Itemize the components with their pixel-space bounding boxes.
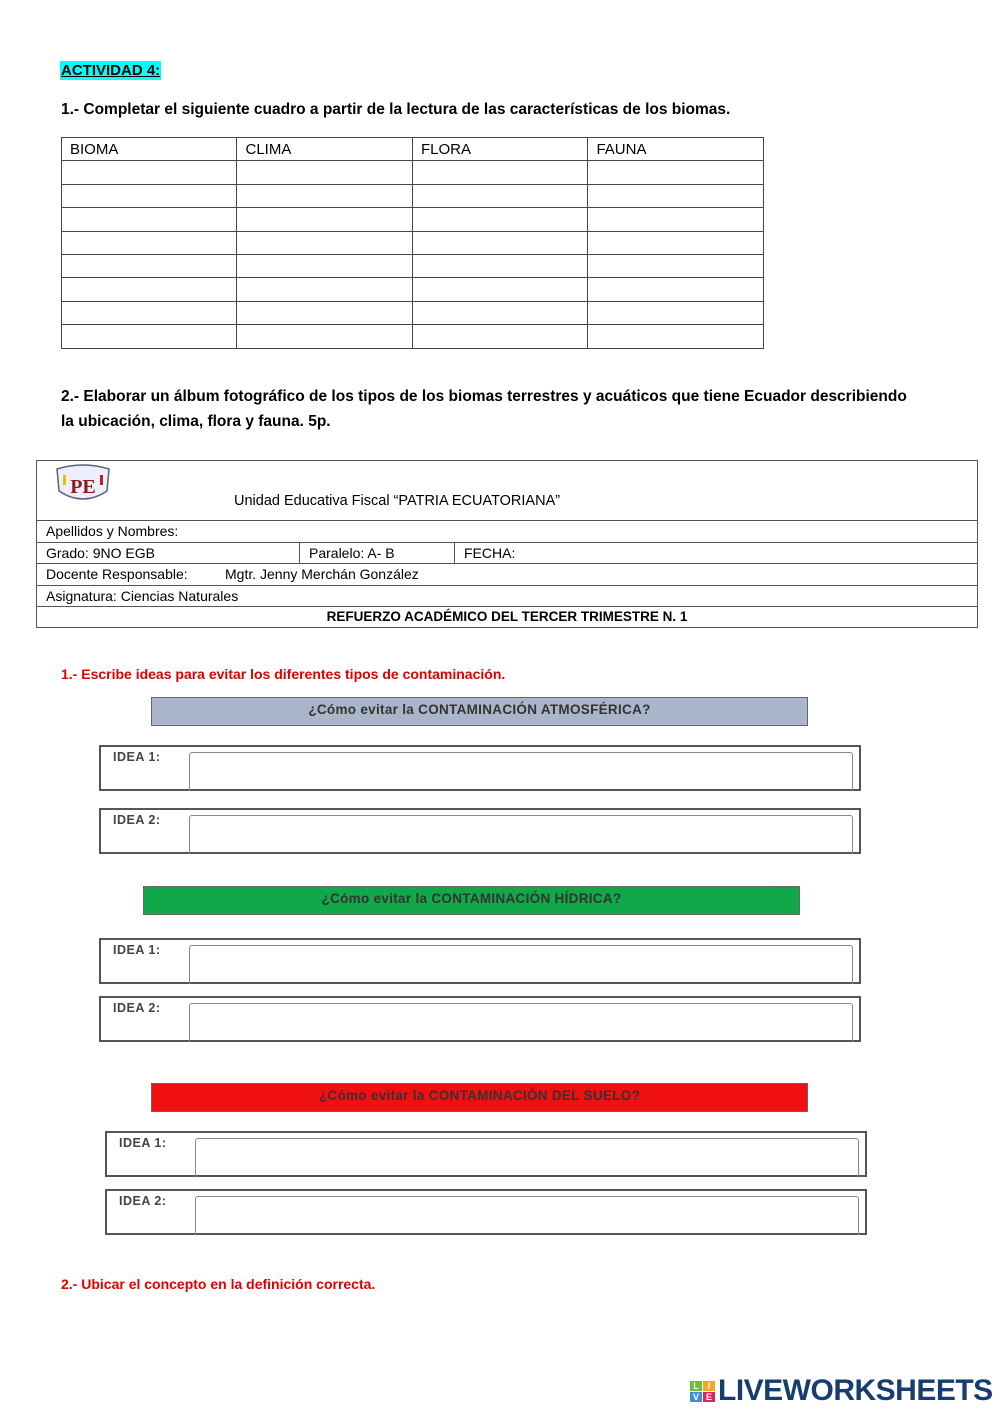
section-banner: ¿Cómo evitar la CONTAMINACIÓN DEL SUELO? — [151, 1083, 808, 1112]
table-cell[interactable] — [62, 301, 237, 324]
subject-row — [37, 585, 977, 606]
table-cell[interactable] — [62, 325, 237, 348]
table-cell[interactable] — [237, 254, 412, 277]
grade-row — [37, 542, 977, 563]
table-cell[interactable] — [237, 208, 412, 231]
idea-label: IDEA 2: — [113, 1001, 161, 1015]
table-cell[interactable] — [412, 301, 588, 324]
table-cell[interactable] — [588, 208, 764, 231]
activity-title: ACTIVIDAD 4: — [61, 62, 161, 79]
table-row — [62, 161, 764, 184]
table-cell[interactable] — [62, 161, 237, 184]
teacher-label: Docente Responsable: — [46, 566, 188, 582]
biome-table — [61, 137, 764, 349]
table-cell[interactable] — [237, 231, 412, 254]
school-logo — [53, 463, 113, 505]
table-header-row — [62, 138, 764, 161]
idea-label: IDEA 2: — [113, 813, 161, 827]
table-cell[interactable] — [237, 278, 412, 301]
table-cell[interactable] — [62, 231, 237, 254]
table-row — [62, 254, 764, 277]
section-banner: ¿Cómo evitar la CONTAMINACIÓN ATMOSFÉRICA? — [151, 697, 808, 726]
teacher-name: Mgtr. Jenny Merchán González — [225, 566, 419, 582]
table-cell[interactable] — [588, 325, 764, 348]
names-field[interactable] — [37, 520, 977, 542]
table-cell[interactable] — [62, 278, 237, 301]
table-row — [62, 278, 764, 301]
idea-input[interactable] — [189, 945, 853, 984]
table-cell[interactable] — [412, 325, 588, 348]
table-cell[interactable] — [588, 231, 764, 254]
idea-input[interactable] — [195, 1138, 859, 1177]
idea-box — [105, 1131, 867, 1177]
worksheet-title: REFUERZO ACADÉMICO DEL TERCER TRIMESTRE N. 1 — [37, 606, 977, 627]
table-cell[interactable] — [237, 301, 412, 324]
subject-label: Asignatura: Ciencias Naturales — [46, 588, 239, 604]
idea-box — [99, 745, 861, 791]
table-row — [62, 208, 764, 231]
school-header — [36, 460, 978, 628]
table-header-cell: FAUNA — [588, 138, 764, 161]
table-row — [62, 301, 764, 324]
idea-input[interactable] — [189, 1003, 853, 1042]
table-cell[interactable] — [237, 161, 412, 184]
table-row — [62, 184, 764, 207]
names-label: Apellidos y Nombres: — [46, 523, 179, 539]
table-header-cell: FLORA — [412, 138, 588, 161]
section-banner: ¿Cómo evitar la CONTAMINACIÓN HÍDRICA? — [143, 886, 800, 915]
table-cell[interactable] — [588, 161, 764, 184]
idea-input[interactable] — [189, 815, 853, 854]
table-cell[interactable] — [62, 184, 237, 207]
liveworksheets-logo — [690, 1374, 993, 1408]
table-cell[interactable] — [588, 278, 764, 301]
idea-label: IDEA 1: — [119, 1136, 167, 1150]
table-cell[interactable] — [588, 301, 764, 324]
grade-label: Grado: 9NO EGB — [46, 545, 155, 561]
idea-label: IDEA 2: — [119, 1194, 167, 1208]
section-2-instruction: 2.- Ubicar el concepto en la definición correcta. — [61, 1276, 376, 1292]
svg-text:PE: PE — [70, 476, 96, 498]
table-cell[interactable] — [237, 184, 412, 207]
question-1: 1.- Completar el siguiente cuadro a partir de la lectura de las características de los biomas. — [61, 101, 731, 118]
table-row — [62, 231, 764, 254]
parallel-label: Paralelo: A- B — [309, 545, 395, 561]
table-cell[interactable] — [62, 208, 237, 231]
section-1-instruction: 1.- Escribe ideas para evitar los diferentes tipos de contaminación. — [61, 666, 506, 682]
question-2-line1: 2.- Elaborar un álbum fotográfico de los tipos de los biomas terrestres y acuáticos que tiene Ecuador describiendo — [61, 388, 907, 405]
question-2-line2: la ubicación, clima, flora y fauna. 5p. — [61, 413, 331, 430]
table-cell[interactable] — [588, 184, 764, 207]
table-cell[interactable] — [62, 254, 237, 277]
table-header-cell: BIOMA — [62, 138, 237, 161]
table-cell[interactable] — [412, 278, 588, 301]
idea-box — [99, 938, 861, 984]
teacher-row — [37, 563, 977, 585]
table-cell[interactable] — [412, 231, 588, 254]
school-name: Unidad Educativa Fiscal “PATRIA ECUATORIANA” — [234, 493, 561, 509]
table-header-cell: CLIMA — [237, 138, 412, 161]
live-badge-icon: L I V E — [690, 1381, 715, 1402]
idea-label: IDEA 1: — [113, 750, 161, 764]
idea-box — [99, 996, 861, 1042]
table-cell[interactable] — [588, 254, 764, 277]
brand-name: LIVEWORKSHEETS — [718, 1374, 993, 1407]
date-field[interactable]: FECHA: — [464, 545, 516, 561]
idea-input[interactable] — [189, 752, 853, 791]
idea-box — [99, 808, 861, 854]
table-row — [62, 325, 764, 348]
table-cell[interactable] — [412, 161, 588, 184]
table-cell[interactable] — [412, 184, 588, 207]
idea-box — [105, 1189, 867, 1235]
table-cell[interactable] — [412, 254, 588, 277]
idea-input[interactable] — [195, 1196, 859, 1235]
idea-label: IDEA 1: — [113, 943, 161, 957]
table-cell[interactable] — [237, 325, 412, 348]
table-cell[interactable] — [412, 208, 588, 231]
